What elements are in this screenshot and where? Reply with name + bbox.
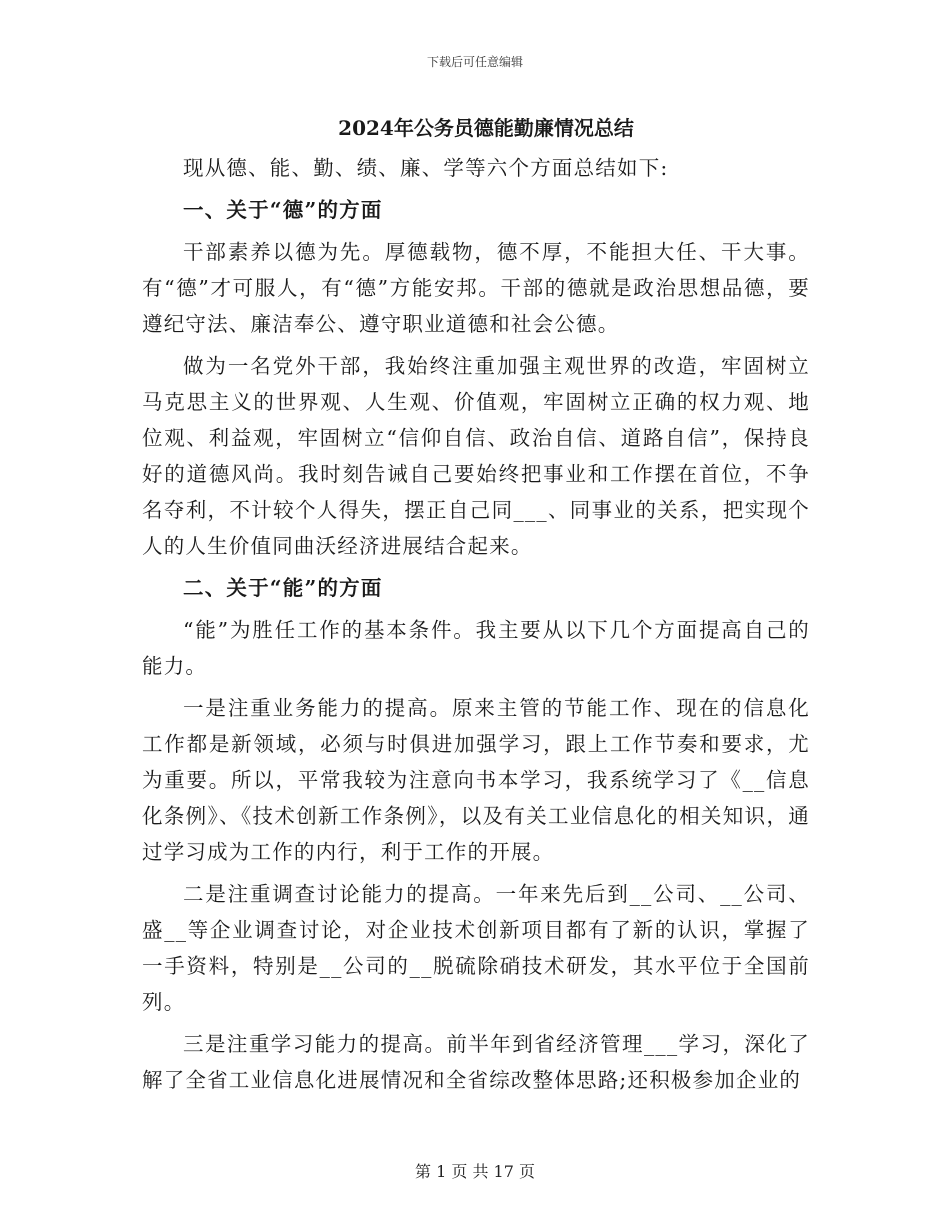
paragraph: 三是注重学习能力的提高。前半年到省经济管理___学习，深化了解了全省工业信息化进展情况和全省综改整体思路;还积极参加企业的	[142, 1032, 810, 1092]
document-title: 2024年公务员德能勤廉情况总结	[338, 116, 634, 140]
paragraph: 一是注重业务能力的提高。原来主管的节能工作、现在的信息化工作都是新领域，必须与时俱进加强学习，跟上工作节奏和要求，尤为重要。所以，平常我较为注意向书本学习，我系统学习了《__信息化条例》、《技术创新工作条例》，以及有关工业信息化的相关知识，通过学习成为工作的内行，利于工作的开展。	[142, 696, 810, 864]
page-number: 第 1 页 共 17 页	[415, 1162, 535, 1181]
paragraph: 干部素养以德为先。厚德载物，德不厚，不能担大任、干大事。有“德”才可服人，有“德”方能安邦。干部的德就是政治思想品德，要遵纪守法、廉洁奉公、遵守职业道德和社会公德。	[142, 240, 810, 336]
paragraph: 二是注重调查讨论能力的提高。一年来先后到__公司、__公司、盛__等企业调查讨论，对企业技术创新项目都有了新的认识，掌握了一手资料，特别是__公司的__脱硫除硝技术研发，其水平位于全国前列。	[142, 882, 810, 1014]
paragraph: “能”为胜任工作的基本条件。我主要从以下几个方面提高自己的能力。	[142, 618, 810, 678]
page-header-note: 下载后可任意编辑	[426, 55, 523, 69]
section-heading-de: 一、关于“德”的方面	[183, 198, 383, 222]
paragraph: 做为一名党外干部，我始终注重加强主观世界的改造，牢固树立马克思主义的世界观、人生观、价值观，牢固树立正确的权力观、地位观、利益观，牢固树立“信仰自信、政治自信、道路自信”，保持良好的道德风尚。我时刻告诫自己要始终把事业和工作摆在首位，不争名夺利，不计较个人得失，摆正自己同___、同事业的关系，把实现个人的人生价值同曲沃经济进展结合起来。	[142, 354, 810, 558]
intro-paragraph: 现从德、能、勤、绩、廉、学等六个方面总结如下:	[183, 156, 669, 180]
document-body	[142, 112, 810, 1098]
section-heading-neng: 二、关于“能”的方面	[183, 576, 383, 600]
